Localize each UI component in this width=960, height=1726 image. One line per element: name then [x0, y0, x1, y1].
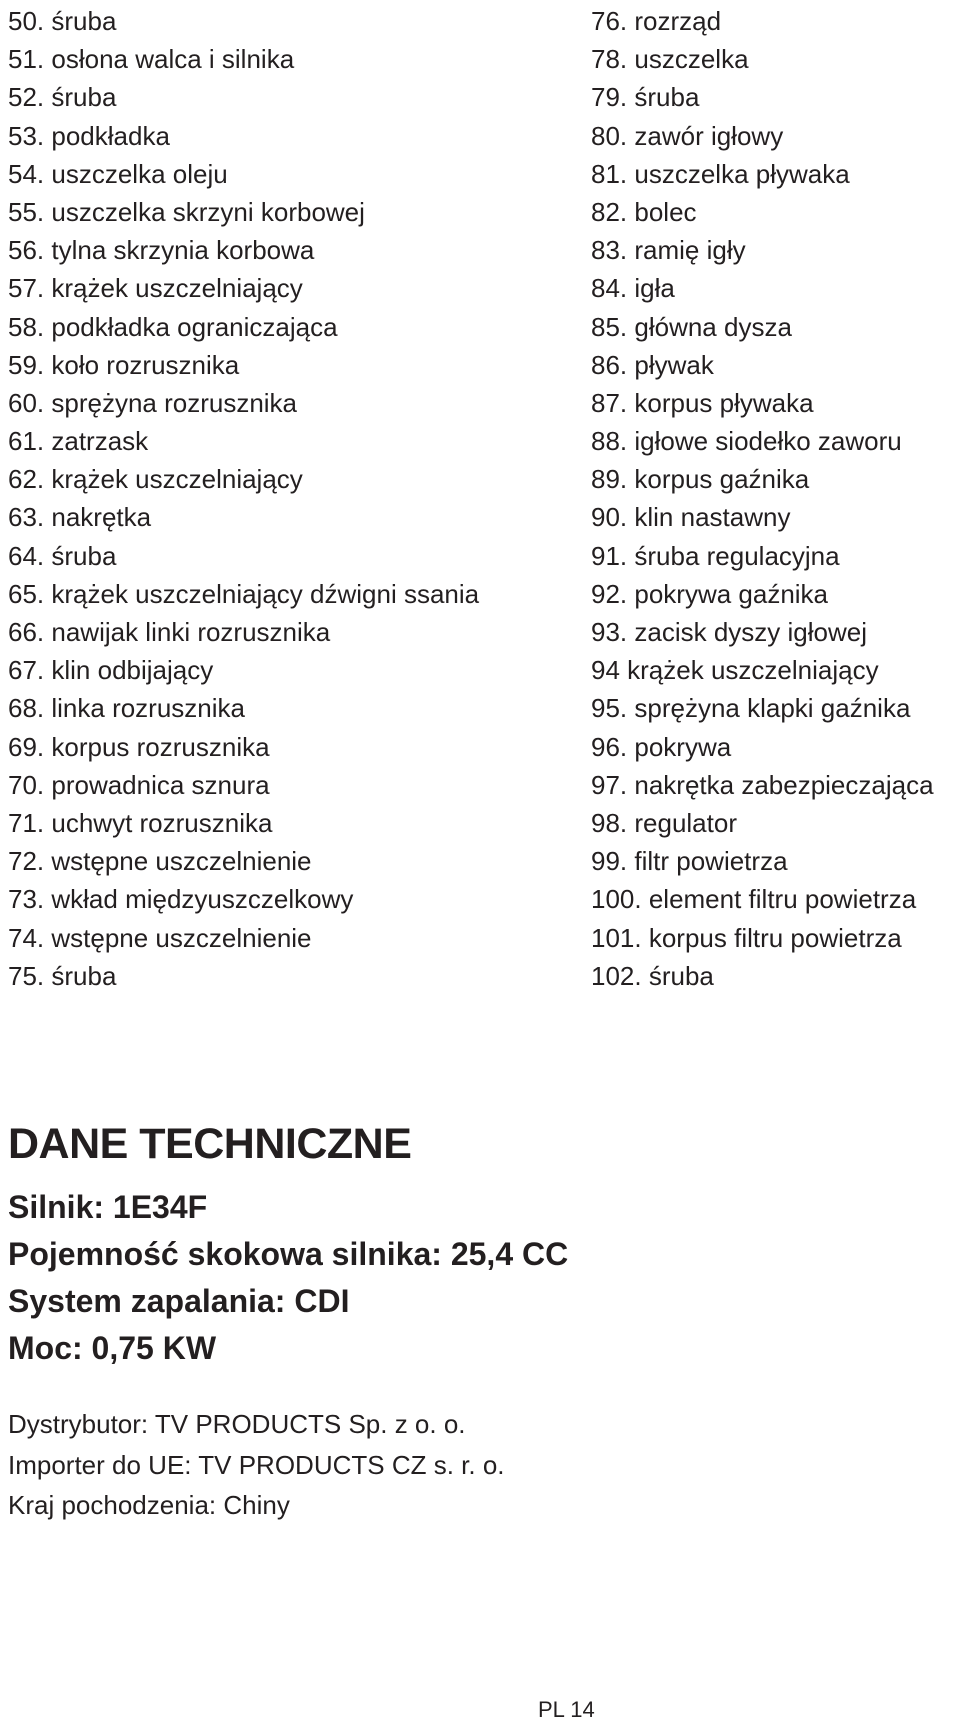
list-item: 89. korpus gaźnika	[591, 464, 810, 495]
distributor-line: Dystrybutor: TV PRODUCTS Sp. z o. o.	[8, 1409, 466, 1439]
list-item: 99. filtr powietrza	[591, 846, 788, 877]
list-item: 75. śruba	[8, 960, 117, 991]
list-item: 91. śruba regulacyjna	[591, 540, 840, 571]
list-item: 59. koło rozrusznika	[8, 349, 240, 380]
spec-ignition: System zapalania: CDI	[8, 1283, 350, 1319]
list-item: 62. krążek uszczelniający	[8, 464, 303, 495]
list-item: 70. prowadnica sznura	[8, 769, 270, 800]
spec-engine: Silnik: 1E34F	[8, 1189, 208, 1225]
list-item: 63. nakrętka	[8, 502, 152, 533]
list-item: 98. regulator	[591, 807, 737, 838]
list-item: 100. element filtru powietrza	[591, 884, 917, 915]
distributor-info	[8, 1404, 505, 1526]
list-item: 51. osłona walca i silnika	[8, 44, 295, 75]
list-item: 74. wstępne uszczelnienie	[8, 922, 312, 953]
list-item: 96. pokrywa	[591, 731, 732, 762]
list-item: 72. wstępne uszczelnienie	[8, 846, 312, 877]
list-item: 82. bolec	[591, 196, 697, 227]
importer-line: Importer do UE: TV PRODUCTS CZ s. r. o.	[8, 1449, 505, 1480]
specs-heading: DANE TECHNICZNE	[8, 1120, 412, 1168]
spec-displacement: Pojemność skokowa silnika: 25,4 CC	[8, 1236, 569, 1272]
list-item: 64. śruba	[8, 540, 117, 571]
list-item: 58. podkładka ograniczająca	[8, 311, 338, 342]
list-item: 93. zacisk dyszy igłowej	[591, 617, 867, 647]
list-item: 54. uszczelka oleju	[8, 158, 228, 189]
list-item: 61. zatrzask	[8, 426, 149, 457]
list-item: 79. śruba	[591, 82, 700, 113]
list-item: 55. uszczelka skrzyni korbowej	[8, 196, 365, 227]
list-item: 50. śruba	[8, 6, 117, 36]
list-item: 88. igłowe siodełko zaworu	[591, 426, 902, 457]
list-item: 90. klin nastawny	[591, 502, 791, 533]
list-item: 57. krążek uszczelniający	[8, 273, 303, 304]
list-item: 84. igła	[591, 273, 675, 304]
list-item: 83. ramię igły	[591, 235, 746, 266]
list-item: 86. pływak	[591, 349, 714, 380]
list-item: 76. rozrząd	[591, 6, 722, 36]
parts-list-left-column	[8, 2, 479, 995]
list-item: 67. klin odbijający	[8, 655, 214, 686]
list-item: 101. korpus filtru powietrza	[591, 922, 902, 953]
list-item: 56. tylna skrzynia korbowa	[8, 235, 315, 266]
list-item: 97. nakrętka zabezpieczająca	[591, 769, 934, 800]
technical-specs	[8, 1116, 568, 1372]
list-item: 69. korpus rozrusznika	[8, 731, 270, 762]
list-item: 53. podkładka	[8, 120, 170, 151]
page-number: PL 14	[538, 1697, 595, 1722]
list-item: 102. śruba	[591, 960, 714, 991]
parts-list-right-column	[591, 2, 934, 995]
origin-line: Kraj pochodzenia: Chiny	[8, 1490, 290, 1520]
list-item: 78. uszczelka	[591, 44, 749, 75]
list-item: 71. uchwyt rozrusznika	[8, 807, 273, 838]
list-item: 85. główna dysza	[591, 311, 792, 342]
list-item: 60. sprężyna rozrusznika	[8, 387, 298, 418]
list-item: 73. wkład międzyuszczelkowy	[8, 884, 354, 915]
list-item: 92. pokrywa gaźnika	[591, 578, 829, 609]
list-item: 80. zawór igłowy	[591, 120, 784, 151]
list-item: 52. śruba	[8, 82, 117, 113]
list-item: 94 krążek uszczelniający	[591, 655, 879, 686]
spec-power: Moc: 0,75 KW	[8, 1330, 217, 1366]
list-item: 81. uszczelka pływaka	[591, 158, 850, 189]
list-item: 95. sprężyna klapki gaźnika	[591, 693, 911, 724]
list-item: 87. korpus pływaka	[591, 387, 814, 418]
list-item: 66. nawijak linki rozrusznika	[8, 617, 331, 647]
list-item: 65. krążek uszczelniający dźwigni ssania	[8, 578, 480, 609]
list-item: 68. linka rozrusznika	[8, 693, 245, 724]
